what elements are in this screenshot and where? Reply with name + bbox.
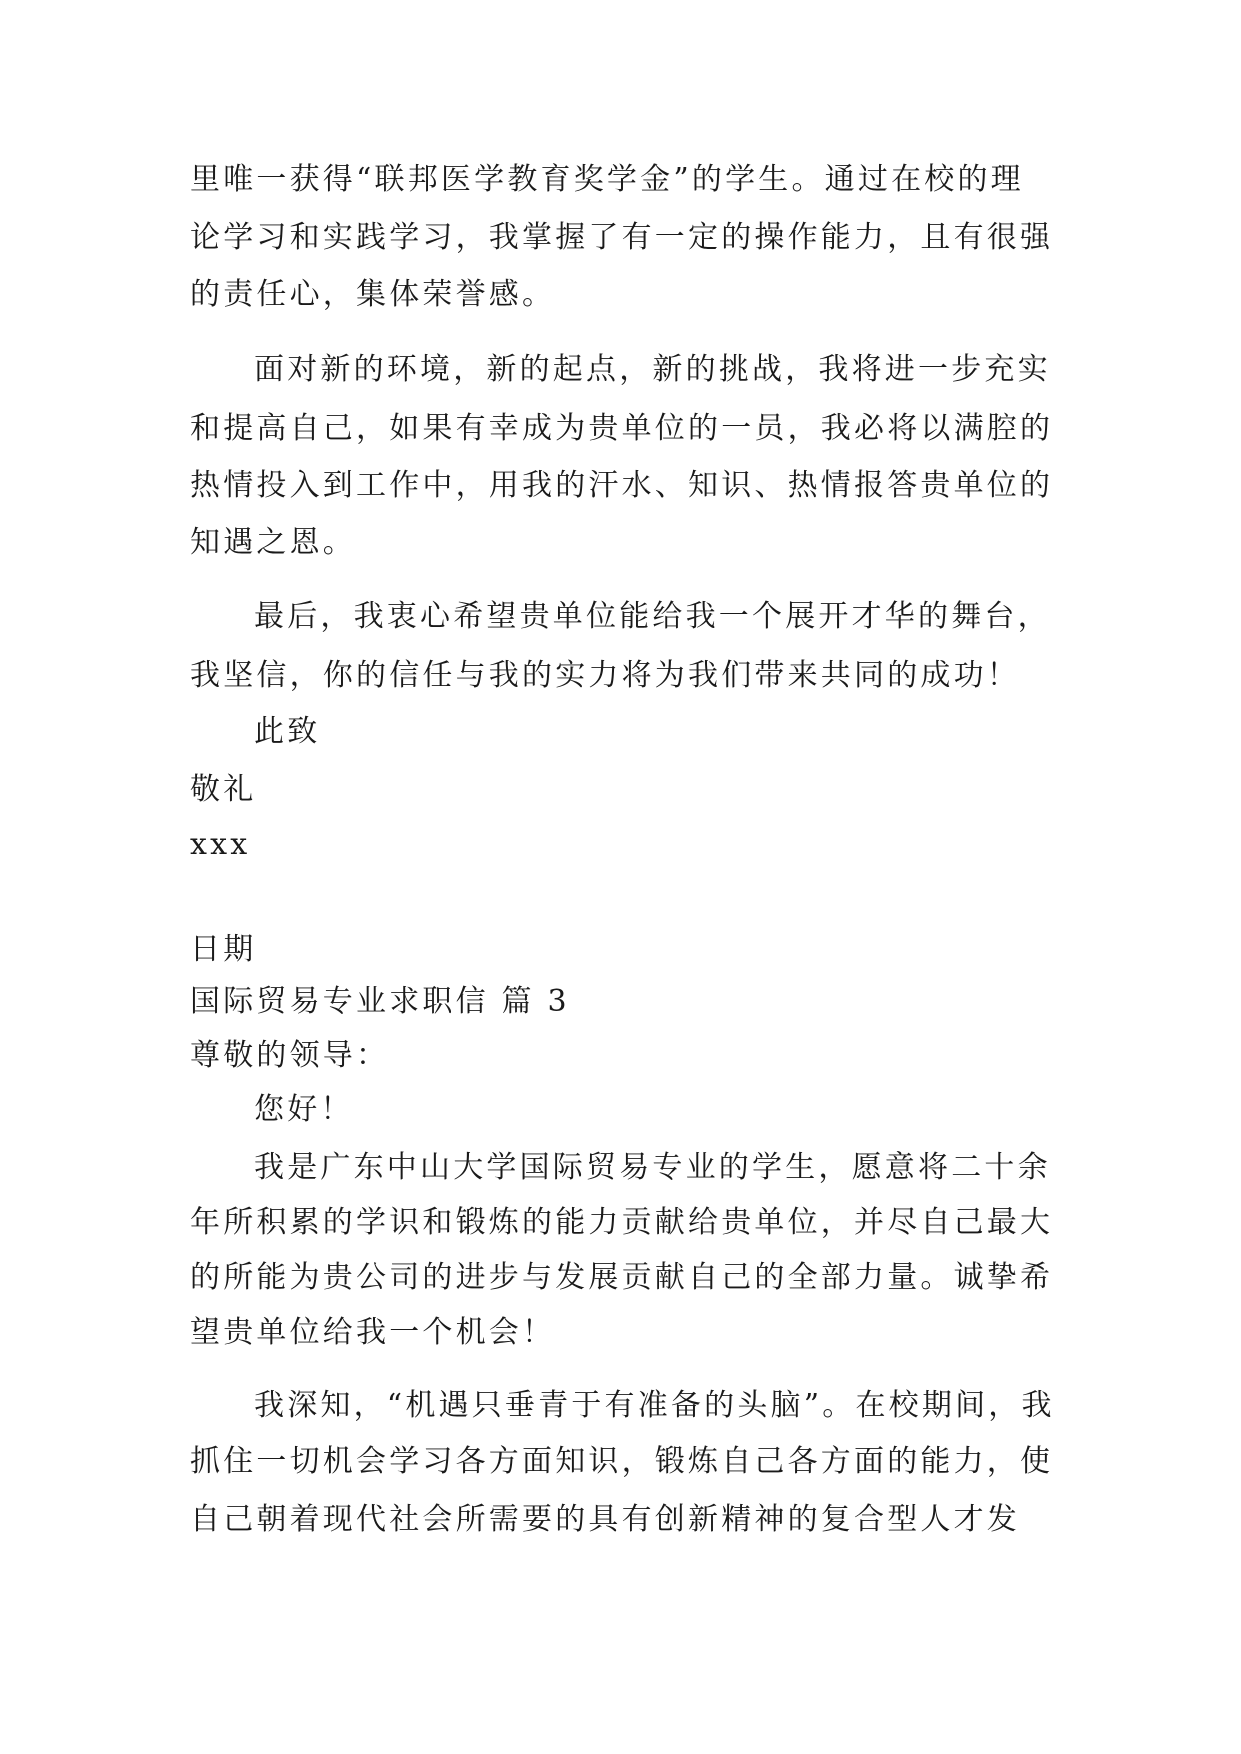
body-line: 最后，我衷心希望贵单位能给我一个展开才华的舞台， bbox=[254, 599, 1051, 634]
body-line: 自己朝着现代社会所需要的具有创新精神的复合型人才发 bbox=[190, 1502, 1020, 1537]
body-line: 和提高自己，如果有幸成为贵单位的一员，我必将以满腔的 bbox=[190, 411, 1054, 446]
body-line: 的责任心，集体荣誉感。 bbox=[190, 277, 556, 312]
section-title: 国际贸易专业求职信 篇 3 bbox=[190, 984, 570, 1019]
body-line: 年所积累的学识和锻炼的能力贡献给贵单位，并尽自己最大 bbox=[190, 1205, 1054, 1240]
body-line: 我坚信，你的信任与我的实力将为我们带来共同的成功！ bbox=[190, 658, 1020, 693]
greeting: 尊敬的领导： bbox=[190, 1038, 390, 1073]
body-line: 里唯一获得“联邦医学教育奖学金”的学生。通过在校的理 bbox=[190, 162, 1024, 197]
body-line: 望贵单位给我一个机会！ bbox=[190, 1315, 556, 1350]
greeting-hello: 您好！ bbox=[254, 1092, 354, 1127]
body-line: 面对新的环境，新的起点，新的挑战，我将进一步充实 bbox=[254, 352, 1051, 387]
body-line: 我深知，“机遇只垂青于有准备的头脑”。在校期间，我 bbox=[254, 1388, 1055, 1423]
body-line: 论学习和实践学习，我掌握了有一定的操作能力，且有很强 bbox=[190, 220, 1054, 255]
body-line: 知遇之恩。 bbox=[190, 525, 356, 560]
closing-regards: 敬礼 bbox=[190, 772, 257, 807]
body-line: 抓住一切机会学习各方面知识，锻炼自己各方面的能力，使 bbox=[190, 1444, 1054, 1479]
signature-date: 日期 bbox=[190, 932, 257, 967]
closing-salutation: 此致 bbox=[254, 714, 321, 749]
body-line: 的所能为贵公司的进步与发展贡献自己的全部力量。诚挚希 bbox=[190, 1260, 1054, 1295]
body-line: 我是广东中山大学国际贸易专业的学生，愿意将二十余 bbox=[254, 1150, 1051, 1185]
body-line: 热情投入到工作中，用我的汗水、知识、热情报答贵单位的 bbox=[190, 468, 1054, 503]
signature-name: xxx bbox=[190, 827, 251, 862]
